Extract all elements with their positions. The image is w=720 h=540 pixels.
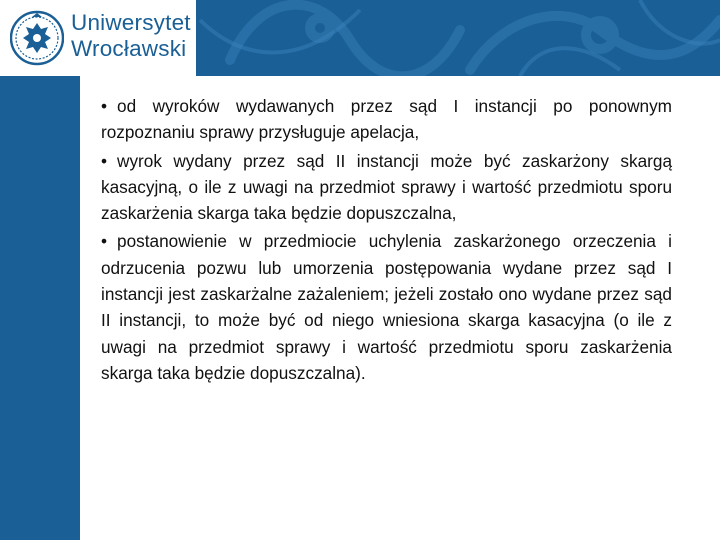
bullet-icon: •: [101, 231, 108, 252]
logo-line-1: Uniwersytet: [71, 10, 191, 35]
bullet-text: od wyroków wydawanych przez sąd I instancji po ponownym rozpoznaniu sprawy przysługuje apelacja,: [101, 96, 672, 143]
logo-wordmark: [71, 10, 191, 62]
bullet-text: wyrok wydany przez sąd II instancji może być zaskarżony skargą kasacyjną, o ile z uwagi na przedmiot sprawy i wartość przedmiotu sporu zaskarżenia skarga taka będzie dopuszczalna,: [101, 150, 672, 224]
bullet-item: [101, 93, 672, 146]
bullet-text: postanowienie w przedmiocie uchylenia zaskarżonego orzeczenia i odrzucenia pozwu lub umorzenia postępowania wydane przez sąd I instancji jest zaskarżalne zażaleniem; jeżeli zostało ono wydane przez sąd II instancji, to może być od niego wniesiona skarga kasacyjna (o ile z uwagi na przedmiot sprawy i wartość przedmiotu sporu zaskarżenia skarga taka będzie dopuszczalna).: [101, 231, 672, 383]
bullet-item: [101, 148, 672, 227]
university-logo[interactable]: [0, 0, 196, 76]
logo-line-2: Wrocławski: [71, 36, 187, 61]
bullet-item: [101, 228, 672, 386]
slide-body: [101, 93, 672, 388]
bullet-icon: •: [101, 150, 108, 171]
left-sidebar-bar: [0, 76, 80, 540]
crest-icon: [10, 7, 64, 69]
bullet-icon: •: [101, 96, 108, 116]
